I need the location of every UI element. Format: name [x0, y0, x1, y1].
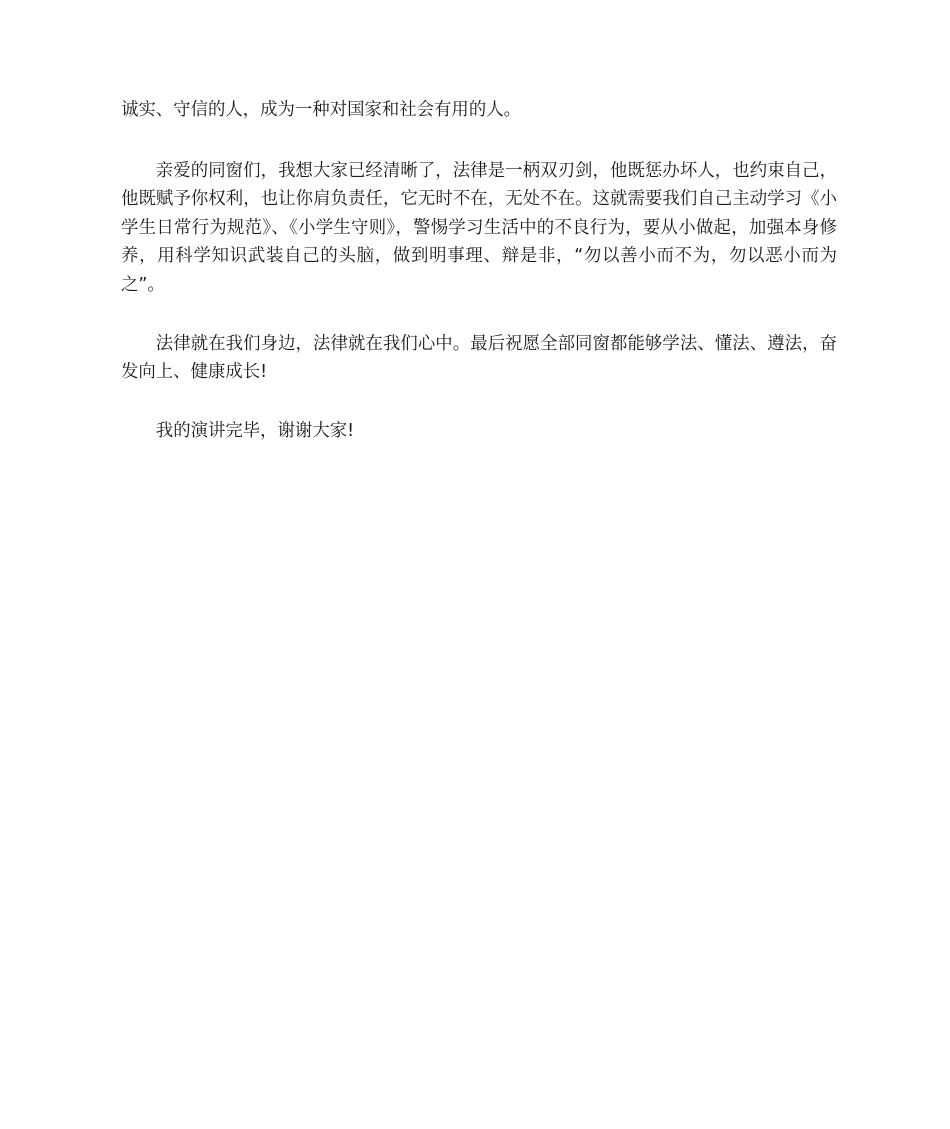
- paragraph-continuation: 诚实、守信的人，成为一种对国家和社会有用的人。: [121, 100, 521, 120]
- paragraph-law-double-edged-sword: 亲爱的同窗们，我想大家已经清晰了，法律是一柄双刃剑，他既惩办坏人，也约束自己，他既赋予你权利，也让你肩负责任，它无时不在，无处不在。这就需要我们自己主动学习《小学生日常行为规范》、《小学生守则》，警惕学习生活中的不良行为，要从小做起，加强本身修养，用科学知识武装自己的头脑，做到明事理、辩是非，“勿以善小而不为，勿以恶小而为之”。: [121, 160, 837, 295]
- document-body: [121, 96, 837, 475]
- paragraph-closing-wishes: 法律就在我们身边，法律就在我们心中。最后祝愿全部同窗都能够学法、懂法、遵法，奋发向上、健康成长!: [121, 333, 837, 383]
- paragraph-thanks: 我的演讲完毕，谢谢大家!: [155, 420, 355, 441]
